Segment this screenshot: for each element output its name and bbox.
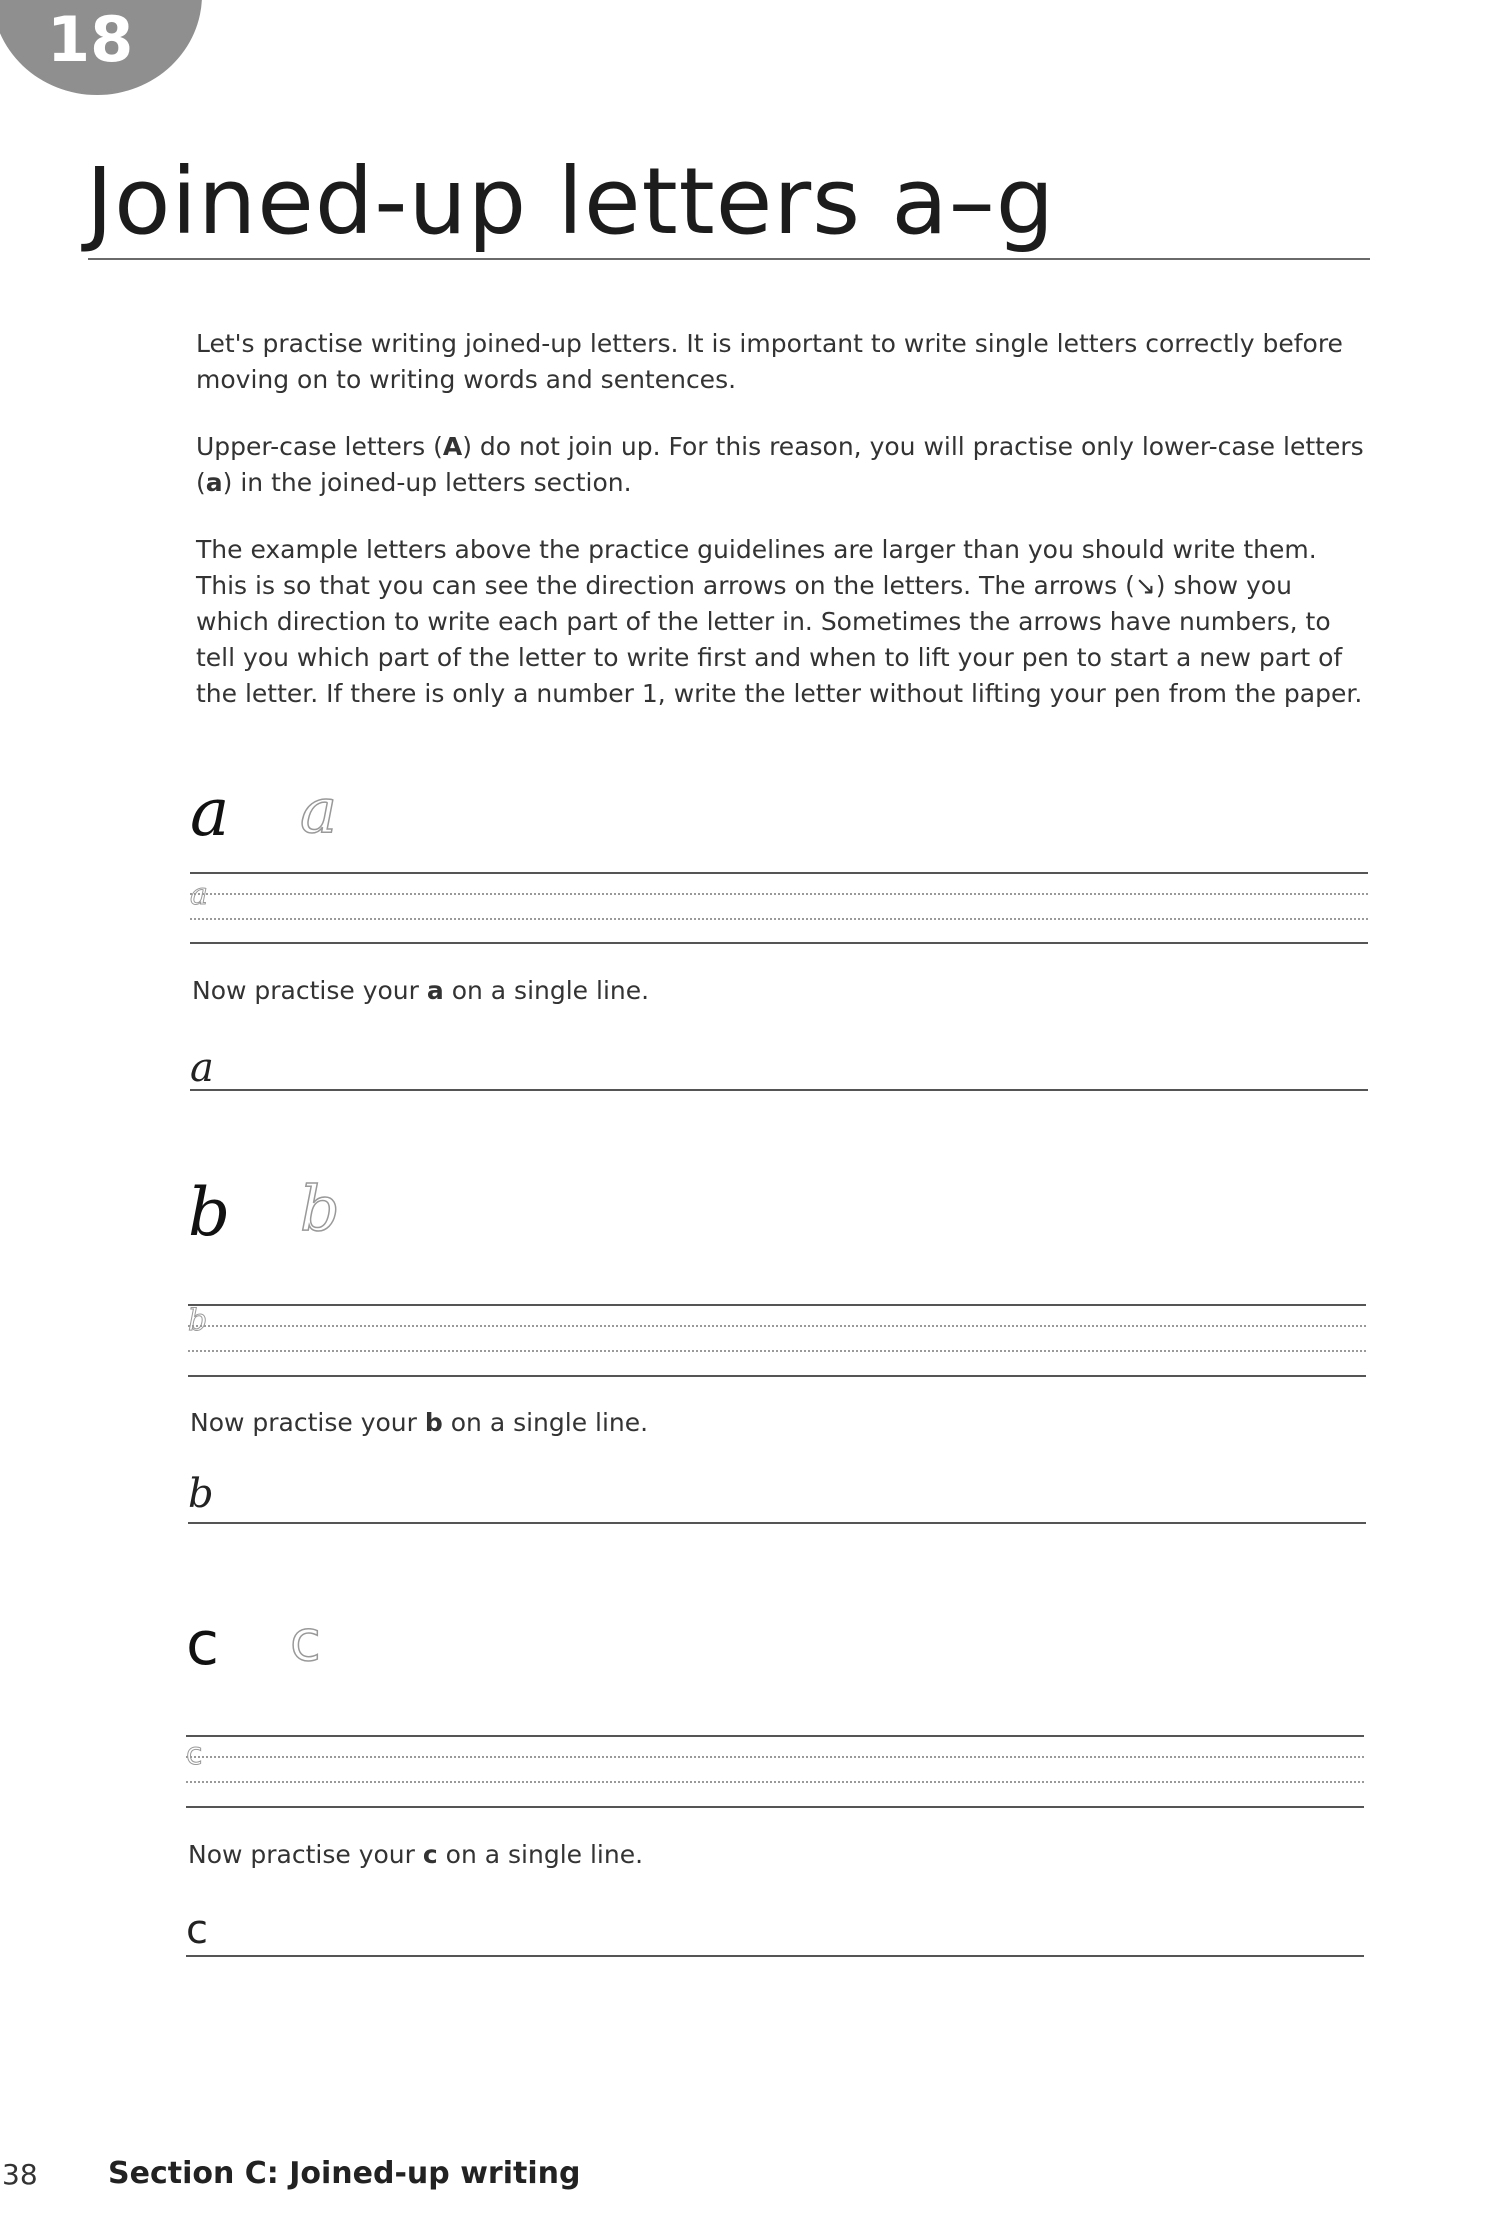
guide-bottom-line [190, 942, 1368, 944]
single-practice-line[interactable] [186, 1955, 1364, 1957]
bold-upper-a: A [442, 432, 463, 461]
guide-traced-letter: c [186, 1737, 203, 1772]
single-line-letter: b [188, 1471, 214, 1517]
intro-paragraph-2: Upper-case letters (A) do not join up. For this reason, you will practise only lower-case letters (a) in the joined-up letters section. [196, 432, 1364, 497]
guide-dotted-line [186, 1781, 1364, 1783]
guide-dotted-line [186, 1756, 1364, 1758]
single-line-letter: c [186, 1907, 208, 1953]
traced-letter-with-arrows: a [300, 774, 337, 847]
guide-traced-letter: a [190, 877, 208, 912]
guide-bottom-line [186, 1806, 1364, 1808]
instruction-text: Now practise your b on a single line. [190, 1408, 649, 1437]
guide-traced-letter: b [188, 1303, 208, 1338]
guide-top-line [190, 872, 1368, 874]
intro-paragraph-1: Let's practise writing joined-up letters. It is important to write single letters correctly before moving on to writing words and sentences. [196, 329, 1343, 394]
guide-top-line [188, 1304, 1366, 1306]
page-number-badge [0, 0, 202, 95]
example-letter: c [186, 1609, 219, 1679]
guide-dotted-line [188, 1325, 1366, 1327]
single-practice-line[interactable] [188, 1522, 1366, 1524]
bold-lower-a: a [205, 468, 223, 497]
traced-letter-with-arrows: b [300, 1172, 340, 1245]
guide-dotted-line [190, 918, 1368, 920]
single-line-letter: a [190, 1045, 214, 1091]
page-number: 38 [2, 2158, 38, 2191]
instruction-text: Now practise your a on a single line. [192, 976, 650, 1005]
instruction-text: Now practise your c on a single line. [188, 1840, 644, 1869]
section-label: Section C: Joined-up writing [108, 2156, 581, 2191]
single-practice-line[interactable] [190, 1089, 1368, 1091]
guide-dotted-line [188, 1350, 1366, 1352]
badge-number: 18 [47, 3, 134, 76]
intro-paragraph-3: The example letters above the practice guidelines are larger than you should write them. This is so that you can see the direction arrows on the letters. The arrows (↘) show you which direction to write each part of the letter in. Sometimes the arrows have numbers, to tell you which part of the letter to write first and when to lift your pen to start a new part of the letter. If there is only a number 1, write the letter without lifting your pen from the paper. [196, 535, 1363, 708]
example-letter: a [190, 774, 230, 851]
guide-dotted-line [190, 893, 1368, 895]
traced-letter-with-arrows: c [290, 1609, 321, 1674]
intro-text [196, 326, 1371, 743]
guide-top-line [186, 1735, 1364, 1737]
guide-bottom-line [188, 1375, 1366, 1377]
page-title: Joined-up letters a–g [86, 148, 1056, 255]
example-letter: b [188, 1174, 231, 1251]
title-underline [88, 258, 1370, 260]
